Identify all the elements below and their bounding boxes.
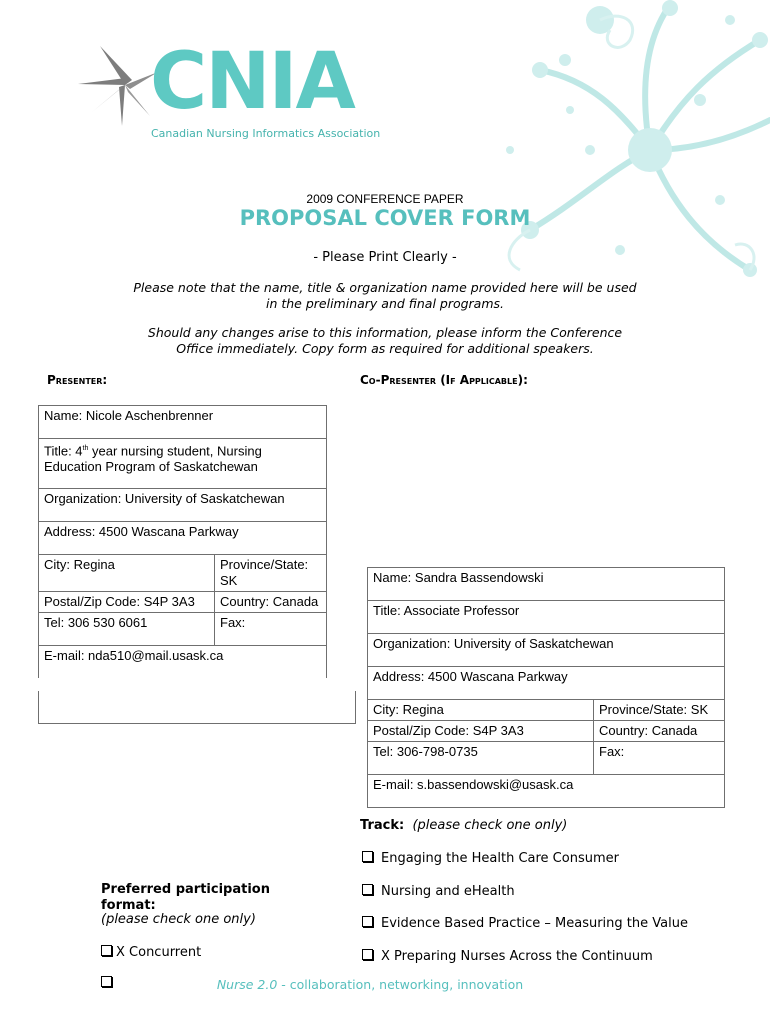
- copresenter-tel-field[interactable]: Tel: 306-798-0735: [368, 742, 594, 775]
- checkbox-icon[interactable]: [362, 851, 373, 862]
- presenter-postal-field[interactable]: Postal/Zip Code: S4P 3A3: [39, 592, 215, 613]
- track-option[interactable]: Nursing and eHealth: [362, 884, 515, 899]
- checkbox-icon[interactable]: [101, 945, 112, 956]
- track-option[interactable]: Evidence Based Practice – Measuring the Value: [362, 916, 688, 931]
- track-option[interactable]: Engaging the Health Care Consumer: [362, 851, 619, 866]
- logo-wordmark: CNIA: [150, 37, 354, 127]
- copresenter-title-field[interactable]: Title: Associate Professor: [368, 601, 725, 634]
- presenter-extra-field[interactable]: [38, 691, 356, 724]
- print-clearly-note: - Please Print Clearly -: [313, 250, 457, 265]
- checkbox-icon[interactable]: [362, 949, 373, 960]
- presenter-city-field[interactable]: City: Regina: [39, 555, 215, 592]
- footer-tagline: Nurse 2.0 - collaboration, networking, innovation: [216, 977, 524, 992]
- copresenter-organization-field[interactable]: Organization: University of Saskatchewan: [368, 634, 725, 667]
- presenter-email-field[interactable]: E-mail: nda510@mail.usask.ca: [39, 646, 327, 679]
- copresenter-email-field[interactable]: E-mail: s.bassendowski@usask.ca: [368, 775, 725, 808]
- form-title: PROPOSAL COVER FORM: [239, 206, 531, 230]
- format-option[interactable]: X Concurrent: [101, 945, 201, 960]
- presenter-province-field[interactable]: Province/State: SK: [215, 555, 327, 592]
- copresenter-name-field[interactable]: Name: Sandra Bassendowski: [368, 568, 725, 601]
- format-hint: (please check one only): [101, 912, 256, 927]
- track-heading: Track: (please check one only): [360, 818, 568, 833]
- copresenter-province-field[interactable]: Province/State: SK: [594, 700, 725, 721]
- program-note: Please note that the name, title & organization name provided here will be used in the preliminary and final programs.: [133, 280, 637, 311]
- copresenter-table-frame: [360, 560, 732, 815]
- track-option[interactable]: X Preparing Nurses Across the Continuum: [362, 949, 653, 964]
- copresenter-postal-field[interactable]: Postal/Zip Code: S4P 3A3: [368, 721, 594, 742]
- presenter-address-field[interactable]: Address: 4500 Wascana Parkway: [39, 522, 327, 555]
- presenter-name-field[interactable]: Name: Nicole Aschenbrenner: [39, 406, 327, 439]
- presenter-heading: Presenter:: [47, 373, 108, 387]
- copresenter-table: [367, 567, 725, 808]
- copresenter-heading: Co-Presenter (If Applicable):: [360, 373, 528, 387]
- cnia-star-icon: [70, 42, 160, 128]
- copresenter-country-field[interactable]: Country: Canada: [594, 721, 725, 742]
- changes-note: Should any changes arise to this information, please inform the Conference Office immediately. Copy form as required for additional speakers.: [147, 325, 623, 356]
- presenter-organization-field[interactable]: Organization: University of Saskatchewan: [39, 489, 327, 522]
- checkbox-icon[interactable]: [362, 916, 373, 927]
- presenter-table: [38, 405, 327, 678]
- copresenter-city-field[interactable]: City: Regina: [368, 700, 594, 721]
- copresenter-fax-field[interactable]: Fax:: [594, 742, 725, 775]
- presenter-tel-field[interactable]: Tel: 306 530 6061: [39, 613, 215, 646]
- copresenter-address-field[interactable]: Address: 4500 Wascana Parkway: [368, 667, 725, 700]
- conference-title: 2009 CONFERENCE PAPER: [306, 192, 464, 206]
- presenter-fax-field[interactable]: Fax:: [215, 613, 327, 646]
- logo-subtitle: Canadian Nursing Informatics Association: [151, 127, 381, 140]
- checkbox-icon[interactable]: [362, 884, 373, 895]
- presenter-country-field[interactable]: Country: Canada: [215, 592, 327, 613]
- format-heading: Preferred participation format:: [101, 882, 270, 913]
- presenter-title-field[interactable]: Title: 4th year nursing student, Nursing Education Program of Saskatchewan: [39, 439, 327, 489]
